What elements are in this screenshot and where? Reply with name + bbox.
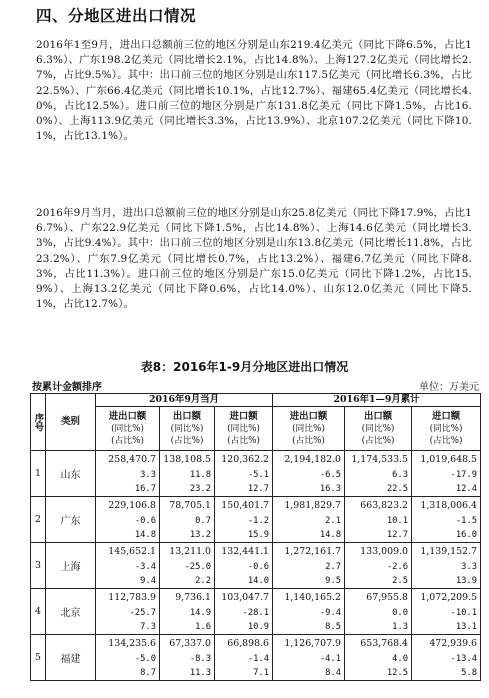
header-sub-row (31, 407, 481, 451)
cell-value: 1,318,006.4 (420, 499, 478, 511)
column-header-note: (占比%) (292, 435, 325, 446)
table-cell (215, 451, 273, 497)
table-cell (345, 589, 412, 635)
cell-growth: 0.0 (392, 607, 409, 618)
cell-growth: 2.1 (325, 515, 342, 526)
table-cell (215, 635, 273, 681)
table-cell (345, 451, 412, 497)
cell-share: 13.2 (189, 529, 211, 540)
cell-growth: 10.1 (386, 515, 409, 526)
cell-growth: -17.9 (450, 469, 478, 480)
table-cell (412, 451, 481, 497)
cell-growth: -25.7 (129, 607, 156, 618)
cell-share: 12.7 (247, 483, 270, 494)
cell-value: 472,939.6 (429, 637, 478, 649)
cell-share: 15.9 (247, 529, 270, 540)
cell-share: 2.2 (195, 575, 211, 586)
cell-growth: 6.3 (392, 469, 409, 480)
cell-share: 14.0 (247, 575, 270, 586)
cell-growth: -10.1 (450, 607, 478, 618)
cell-value: 13,211.0 (169, 545, 211, 557)
cell-share: 12.5 (386, 667, 409, 678)
cell-growth: -13.4 (450, 653, 478, 664)
cell-share: 8.7 (140, 667, 156, 678)
cell-growth: 2.7 (325, 561, 342, 572)
table-cell (96, 451, 160, 497)
table-cell (160, 589, 215, 635)
column-header-note: (占比%) (111, 435, 144, 446)
cell-value: 138,108.5 (163, 453, 211, 465)
table-row (31, 451, 481, 497)
row-seq: 1 (31, 451, 46, 497)
column-header (160, 407, 215, 451)
table-row (31, 589, 481, 635)
row-region: 上海 (46, 543, 96, 589)
cell-growth: 4.0 (392, 653, 409, 664)
column-header-label: 出口额 (172, 410, 202, 422)
row-seq: 3 (31, 543, 46, 589)
cell-value: 2,194,182.0 (284, 453, 342, 465)
cell-value: 120,362.2 (221, 453, 270, 465)
group-cumulative-header: 2016年1—9月累计 (273, 394, 481, 407)
column-header-note: (占比%) (170, 435, 204, 446)
table-cell (96, 543, 160, 589)
cell-value: 132,441.1 (221, 545, 270, 557)
column-header-label: 进口额 (431, 410, 461, 422)
table-title: 表8：2016年1-9月分地区进出口情况 (140, 360, 349, 374)
table-cell (412, 589, 481, 635)
table-cell (160, 451, 215, 497)
cell-growth: -6.5 (319, 469, 342, 480)
cell-share: 1.6 (195, 621, 211, 632)
table-cell (96, 635, 160, 681)
table-cell (345, 543, 412, 589)
row-region: 福建 (46, 635, 96, 681)
cell-share: 13.1 (455, 621, 478, 632)
cell-value: 1,140,165.2 (284, 591, 342, 603)
table-cell (96, 497, 160, 543)
cell-share: 12.4 (455, 483, 478, 494)
cell-value: 134,235.6 (108, 637, 156, 649)
table-cell (412, 635, 481, 681)
table-cell (412, 497, 481, 543)
cell-share: 10.9 (247, 621, 270, 632)
table-row (31, 635, 481, 681)
cell-share: 16.7 (134, 483, 156, 494)
cell-growth: -1.5 (455, 515, 478, 526)
column-header-note: (占比%) (227, 435, 260, 446)
column-header-label: 进口额 (229, 410, 258, 422)
cell-growth: -1.4 (247, 653, 270, 664)
cell-growth: -25.0 (184, 561, 211, 572)
cell-value: 1,981,829.7 (284, 499, 342, 511)
cell-value: 258,470.7 (108, 453, 156, 465)
section-title: 四、分地区进出口情况 (36, 7, 197, 25)
cell-share: 12.7 (386, 529, 409, 540)
table-body (31, 394, 481, 681)
table-cell (215, 543, 273, 589)
cell-value: 103,047.7 (221, 591, 270, 603)
cell-growth: 3.3 (140, 469, 156, 480)
table-cell (160, 543, 215, 589)
column-header (273, 407, 345, 451)
cell-value: 145,652.1 (108, 545, 156, 557)
table-cell (345, 635, 412, 681)
row-seq: 4 (31, 589, 46, 635)
cell-value: 1,272,161.7 (284, 545, 342, 557)
cell-value: 1,139,152.7 (420, 545, 478, 557)
cell-share: 14.8 (319, 529, 342, 540)
cell-growth: -28.1 (242, 607, 270, 618)
row-region: 山东 (46, 451, 96, 497)
column-header-label: 进出口额 (289, 410, 328, 422)
row-seq: 5 (31, 635, 46, 681)
cell-share: 7.1 (253, 667, 270, 678)
cell-value: 78,705.1 (169, 499, 211, 511)
column-header-note: (同比%) (361, 423, 395, 434)
table-row (31, 497, 481, 543)
table-cell (160, 635, 215, 681)
cell-value: 133,009.0 (360, 545, 409, 557)
cell-growth: -4.1 (319, 653, 342, 664)
cell-growth: -5.1 (247, 469, 270, 480)
cell-share: 8.4 (325, 667, 342, 678)
seq-header: 序号 (31, 394, 46, 451)
cell-value: 1,019,648.5 (420, 453, 478, 465)
column-header (96, 407, 160, 451)
cell-share: 14.8 (134, 529, 156, 540)
cell-share: 2.5 (392, 575, 409, 586)
column-header-note: (同比%) (292, 423, 325, 434)
cell-growth: -5.0 (134, 653, 156, 664)
cell-value: 150,401.7 (221, 499, 270, 511)
group-month-header: 2016年9月当月 (96, 394, 273, 407)
cell-growth: 0.7 (195, 515, 211, 526)
column-header-note: (同比%) (227, 423, 260, 434)
table-cell (273, 543, 345, 589)
cell-value: 9,736.1 (175, 591, 211, 603)
table-cell (273, 497, 345, 543)
unit-note: 单位：万美元 (419, 382, 479, 393)
column-header (412, 407, 481, 451)
cell-growth: -8.3 (189, 653, 211, 664)
paragraph-september: 2016年9月当月，进出口总额前三位的地区分别是山东25.8亿美元（同比下降17.9%，占比16.7%）、广东22.9亿美元（同比下降1.5%，占比14.8%）、上海14.6亿美元（同比增长3.3%，占比9.4%）。其中：出口前三位的地区分别是山东13.8亿美元（同比增长11.8%，占比23.2%）、广东7.9亿美元（同比增长0.7%，占比13.2%）、福建6.7亿美元（同比下降8.3%，占比11.3%）。进口前三位的地区分别是广东15.0亿美元（同比下降1.2%，占比15.9%）、上海13.2亿美元（同比下降0.6%，占比14.0%）、山东12.0亿美元（同比下降5.1%，占比12.7%）。 (36, 207, 472, 311)
cell-share: 9.4 (140, 575, 156, 586)
cell-share: 23.2 (189, 483, 211, 494)
table-cell (215, 497, 273, 543)
column-header-note: (同比%) (111, 423, 144, 434)
cell-value: 229,106.8 (108, 499, 156, 511)
cell-share: 7.3 (140, 621, 156, 632)
cell-share: 13.9 (455, 575, 478, 586)
cell-growth: -1.2 (247, 515, 270, 526)
column-header (215, 407, 273, 451)
paragraph-cumulative: 2016年1至9月，进出口总额前三位的地区分别是山东219.4亿美元（同比下降6.5%，占比16.3%）、广东198.2亿美元（同比增长2.1%，占比14.8%）、上海127.2亿美元（同比增长2.7%，占比9.5%）。其中：出口前三位的地区分别是山东117.5亿美元（同比增长6.3%，占比22.5%）、广东66.4亿美元（同比增长10.1%，占比12.7%）、福建65.4亿美元（同比增长4.0%，占比12.5%）。进口前三位的地区分别是广东131.8亿美元（同比下降1.5%，占比16.0%）、上海113.9亿美元（同比增长3.3%，占比13.9%）、北京107.2亿美元（同比下降10.1%，占比13.1%）。 (36, 39, 472, 143)
cell-share: 5.8 (461, 667, 478, 678)
region-trade-table (30, 393, 481, 681)
table-cell (273, 635, 345, 681)
column-header-note: (同比%) (429, 423, 463, 434)
cell-share: 16.3 (319, 483, 342, 494)
cell-growth: -0.6 (247, 561, 270, 572)
cell-value: 67,337.0 (169, 637, 211, 649)
row-seq: 2 (31, 497, 46, 543)
column-header-label: 出口额 (363, 410, 393, 422)
cell-value: 663,823.2 (360, 499, 409, 511)
table-cell (273, 451, 345, 497)
cell-value: 66,898.6 (227, 637, 270, 649)
cell-value: 1,072,209.5 (420, 591, 478, 603)
row-region: 广东 (46, 497, 96, 543)
cell-share: 8.5 (325, 621, 342, 632)
cell-growth: -9.4 (319, 607, 342, 618)
cell-share: 11.3 (189, 667, 211, 678)
cell-share: 16.0 (455, 529, 478, 540)
cell-growth: -3.4 (134, 561, 156, 572)
header-group-row (31, 394, 481, 407)
cell-growth: -2.6 (386, 561, 409, 572)
table-cell (273, 589, 345, 635)
cell-growth: 11.8 (189, 469, 211, 480)
cell-value: 653,768.4 (360, 637, 409, 649)
table-cell (412, 543, 481, 589)
column-header (345, 407, 412, 451)
cell-value: 1,174,533.5 (351, 453, 409, 465)
column-header-note: (占比%) (361, 435, 395, 446)
cell-growth: 14.9 (189, 607, 211, 618)
table-cell (160, 497, 215, 543)
cell-share: 1.3 (392, 621, 409, 632)
cell-share: 9.5 (325, 575, 342, 586)
cell-value: 1,126,707.9 (284, 637, 342, 649)
column-header-note: (同比%) (170, 423, 204, 434)
cell-growth: -0.6 (134, 515, 156, 526)
column-header-label: 进出口额 (108, 410, 147, 422)
table-cell (96, 589, 160, 635)
column-header-note: (占比%) (429, 435, 463, 446)
table-cell (215, 589, 273, 635)
cell-value: 112,783.9 (108, 591, 156, 603)
row-region: 北京 (46, 589, 96, 635)
category-header: 类别 (46, 394, 96, 451)
cell-growth: 3.3 (461, 561, 478, 572)
table-cell (345, 497, 412, 543)
table-row (31, 543, 481, 589)
cell-value: 67,955.8 (366, 591, 409, 603)
sort-note: 按累计金额排序 (32, 382, 102, 393)
cell-share: 22.5 (386, 483, 409, 494)
